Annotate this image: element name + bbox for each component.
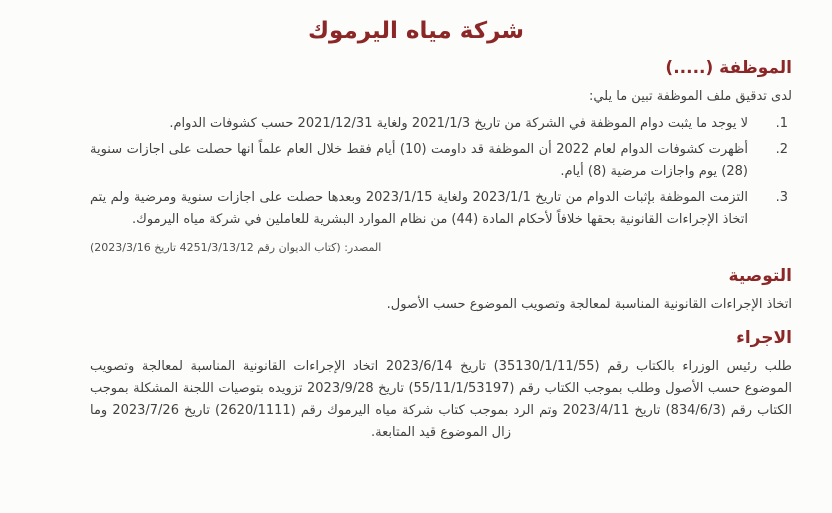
finding-text-1: لا يوجد ما يثبت دوام الموظفة في الشركة من تاريخ 2021/1/3 ولغاية 2021/12/31 حسب كشوفات الدوام.	[169, 116, 748, 131]
finding-number-2: 2.	[775, 142, 788, 157]
finding-item-2	[90, 139, 792, 183]
employee-section-heading: الموظفة (.....)	[665, 58, 792, 78]
recommendation-text: اتخاذ الإجراءات القانونية المناسبة لمعالجة وتصويب الموضوع حسب الأصول.	[386, 297, 792, 312]
action-section-heading: الاجراء	[736, 328, 792, 348]
finding-number-1: 1.	[775, 116, 788, 131]
action-text: طلب رئيس الوزراء بالكتاب رقم (35130/1/11/55) تاريخ 2023/6/14 اتخاد الإجراءات القانونية المناسبة لمعالجة وتصويب الموضوع حسب الأصول وطلب بموجب الكتاب رقم (55/11/1/53197) تاريخ 2023/9/28 تزويده بتوصيات اللجنة المشكلة بموجب الكتاب رقم (834/6/3) تاريخ 2023/4/11 وتم الرد بموجب كتاب شركة مياه اليرموك رقم (2620/1111) تاريخ 2023/7/26 وما زال الموضوع قيد المتابعة.	[90, 359, 793, 440]
findings-list	[90, 113, 792, 231]
finding-item-1	[90, 113, 792, 135]
page-title: شركة مياه اليرموك	[307, 18, 525, 44]
source-note: المصدر: (كتاب الديوان رقم 4251/3/13/12 تاريخ 2023/3/16)	[90, 241, 382, 254]
recommendation-section-heading: التوصية	[728, 266, 792, 286]
finding-text-3: التزمت الموظفة بإثبات الدوام من تاريخ 2023/1/1 ولغاية 2023/1/15 وبعدها حصلت على اجازات سنوية ومرضية ولم يتم اتخاذ الإجراءات القانونية بحقها خلافاً لأحكام المادة (44) من نظام الموارد البشرية للعاملين في شركة مياه اليرموك.	[90, 190, 748, 227]
finding-item-3	[90, 187, 792, 231]
finding-text-2: أظهرت كشوفات الدوام لعام 2022 أن الموظفة قد داومت (10) أيام فقط خلال العام علماً انها حصلت على اجازات سنوية (28) يوم واجازات مرضية (8) أيام.	[90, 142, 748, 179]
employee-intro: لدى تدقيق ملف الموظفة تبين ما يلي:	[588, 89, 792, 104]
finding-number-3: 3.	[775, 190, 788, 205]
document-content	[40, 58, 792, 444]
